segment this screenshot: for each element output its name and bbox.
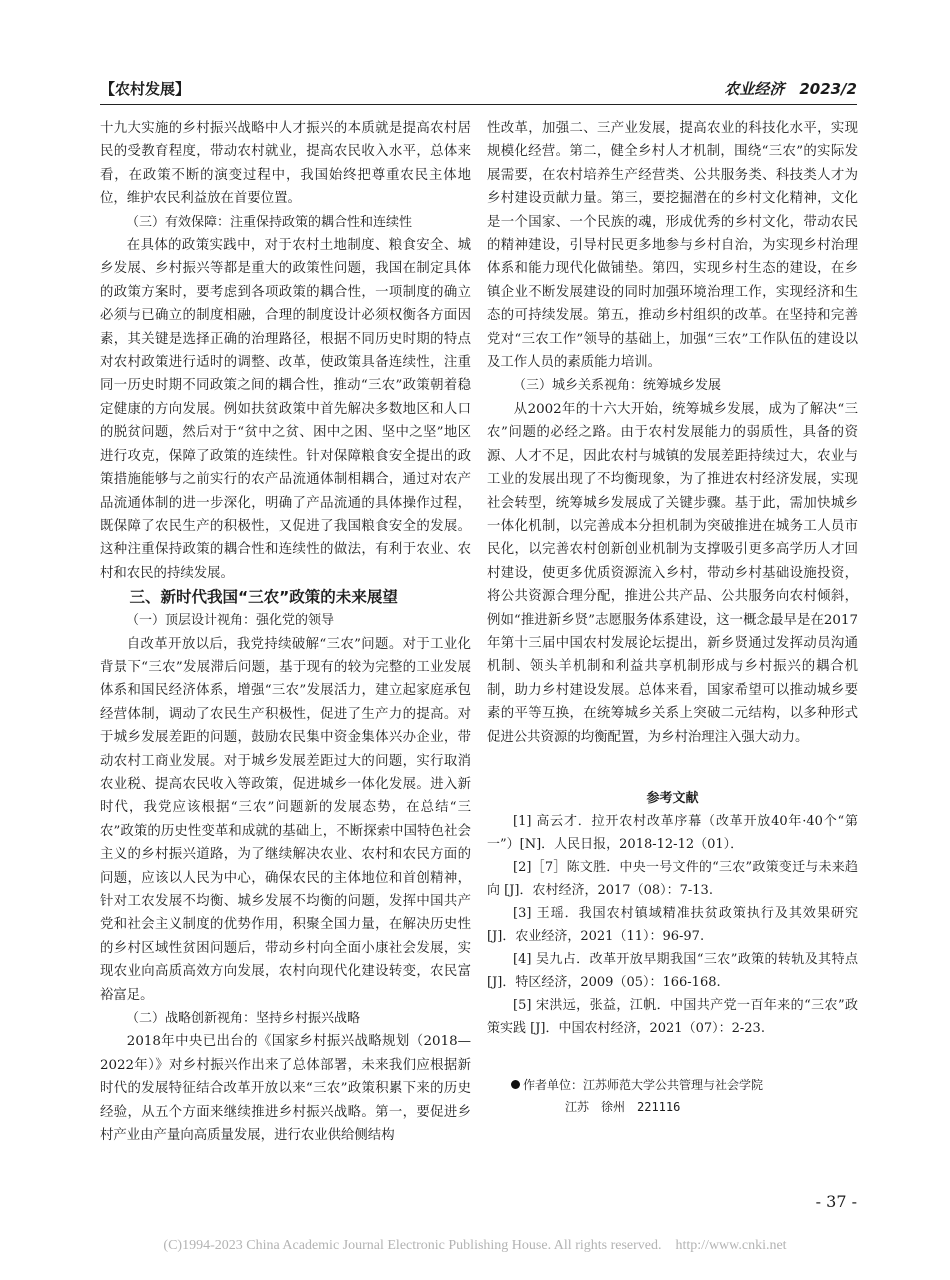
subsection-heading: （一）顶层设计视角：强化党的领导 [126,613,335,629]
bullet-icon [511,1080,520,1089]
reference-item: [3] 王瑶．我国农村镇域精准扶贫政策执行及其效果研究 [J]．农业经济，2021（11）：96-97. [487,905,858,944]
subsection-heading: （三）有效保障：注重保持政策的耦合性和连续性 [126,214,413,230]
copyright-footer: (C)1994-2023 China Academic Journal Electronic Publishing House. All rights reserved. http://www.cnki.net [163,1238,787,1253]
journal-issue: 农业经济 2023/2 [724,80,857,98]
reference-item: [2]［7］陈文胜．中央一号文件的“三农”政策变迁与未来趋向 [J]．农村经济，2017（08）：7-13. [487,859,858,898]
reference-item: [4] 吴九占．改革开放早期我国“三农”政策的转轨及其特点 [J]．特区经济，2009（05）：166-168. [487,951,858,990]
right-column [487,117,858,1118]
references-title: 参考文献 [646,790,699,806]
subsection-heading: （二）战略创新视角：坚持乡村振兴战略 [126,1011,361,1027]
section-heading: 三、新时代我国“三农”政策的未来展望 [129,588,398,607]
section-label: 【农村发展】 [100,80,191,98]
page-number: - 37 - [815,1192,857,1211]
affiliation-line: 作者单位：江苏师范大学公共管理与社会学院 [523,1077,764,1092]
paragraph: 自改革开放以后，我党持续破解“三农”问题。对于工业化背景下“三农”发展滞后问题，基于现有的较为完整的工业发展体系和国民经济体系，增强“三农”发展活力，建立起家庭承包经营体制，调动了农民生产积极性，促进了生产力的提高。对于城乡发展差距的问题，鼓励农民集中资金集体兴办企业，带动农村工商业发展。对于城乡发展差距过大的问题，实行取消农业税、提高农民收入等政策，促进城乡一体化发展。进入新时代，我党应该根据“三农”问题新的发展态势，在总结“三农”政策的历史性变革和成就的基础上，不断探索中国特色社会主义的乡村振兴道路，为了继续解决农业、农村和农民方面的问题，应该以人民为中心，确保农民的主体地位和首创精神，针对工农发展不均衡、城乡发展不均衡的问题，发挥中国共产党和社会主义制度的优势作用，积聚全国力量，在解决历史性的乡村区域性贫困问题后，带动乡村向全面小康社会发展，实现农业向高质高效方向发展，农村向现代化建设转变，农民富裕富足。 [100,636,471,1003]
header-rule [100,104,857,105]
affiliation-location: 江苏 徐州 221116 [565,1099,681,1114]
paragraph: 十九大实施的乡村振兴战略中人才振兴的本质就是提高农村居民的受教育程度，带动农村就业，提高农民收入水平，总体来看，在政策不断的演变过程中，我国始终把尊重农民主体地位，维护农民利益放在首要位置。 [100,121,471,207]
author-affiliation [487,1074,858,1118]
subsection-heading: （三）城乡关系视角：统筹城乡发展 [513,378,722,394]
paragraph: 2018年中央已出台的《国家乡村振兴战略规划（2018—2022年）》对乡村振兴作出来了总体部署，未来我们应根据新时代的发展特征结合改革开放以来“三农”政策积累下来的历史经验，从五个方面来继续推进乡村振兴战略。第一，要促进乡村产业由产量向高质量发展，进行农业供给侧结构 [100,1034,471,1144]
paragraph: 在具体的政策实践中，对于农村土地制度、粮食安全、城乡发展、乡村振兴等都是重大的政策性问题，我国在制定具体的政策方案时，要考虑到各项政策的耦合性，一项制度的确立必须与已确立的制度相融，合理的制度设计必须权衡各方面因素，其关键是选择正确的治理路径，根据不同历史时期的特点对农村政策进行适时的调整、改革，使政策具备连续性，注重同一历史时期不同政策之间的耦合性，推动“三农”政策朝着稳定健康的方向发展。例如扶贫政策中首先解决多数地区和人口的脱贫问题，然后对于“贫中之贫、困中之困、坚中之坚”地区进行攻克，保障了政策的连续性。针对保障粮食安全提出的政策措施能够与之前实行的农产品流通体制相耦合，通过对农产品流通体制的进一步深化，明确了产品流通的具体操作过程，既保障了农民生产的积极性，又促进了我国粮食安全的发展。这种注重保持政策的耦合性和连续性的做法，有利于农业、农村和农民的持续发展。 [100,238,471,581]
reference-item: [5] 宋洪远，张益，江帆．中国共产党一百年来的“三农”政策实践 [J]．中国农村经济，2021（07）：2-23. [487,997,858,1036]
reference-item: [1] 高云才．拉开农村改革序幕（改革开放40年·40个“第一”）[N]．人民日报，2018-12-12（01）． [487,813,858,852]
paragraph: 性改革，加强二、三产业发展，提高农业的科技化水平，实现规模化经营。第二，健全乡村人才机制，围绕“三农”的实际发展需要，在农村培养生产经营类、公共服务类、科技类人才为乡村建设贡献力量。第三，要挖掘潜在的乡村文化精神，文化是一个国家、一个民族的魂，形成优秀的乡村文化，带动农民的精神建设，引导村民更多地参与乡村自治，为实现乡村治理体系和能力现代化做铺垫。第四，实现乡村生态的建设，在乡镇企业不断发展建设的同时加强环境治理工作，实现经济和生态的可持续发展。第五，推动乡村组织的改革。在坚持和完善党对“三农工作”领导的基础上，加强“三农”工作队伍的建设以及工作人员的素质能力培训。 [487,121,858,371]
left-column [100,117,471,1147]
paragraph: 从2002年的十六大开始，统筹城乡发展，成为了解决“三农”问题的必经之路。由于农村发展能力的弱质性，具备的资源、人才不足，因此农村与城镇的发展差距持续过大，农业与工业的发展出现了不均衡现象，为了推进农村经济发展，实现社会转型，统筹城乡发展成了关键步骤。基于此，需加快城乡一体化机制，以完善成本分担机制为突破推进在城务工人员市民化，以完善农村创新创业机制为支撑吸引更多高学历人才回村建设，使更多优质资源流入乡村，带动乡村基础设施投资，将公共资源合理分配，推进公共产品、公共服务向农村倾斜，例如“推进新乡贤”志愿服务体系建设，这一概念最早是在2017年第十三届中国农村发展论坛提出，新乡贤通过发挥动员沟通机制、领头羊机制和利益共享机制形成与乡村振兴的耦合机制，助力乡村建设发展。总体来看，国家希望可以推动城乡要素的平等互换，在统筹城乡关系上突破二元结构，以多种形式促进公共资源的均衡配置，为乡村治理注入强大动力。 [487,401,858,745]
running-header [100,78,857,104]
